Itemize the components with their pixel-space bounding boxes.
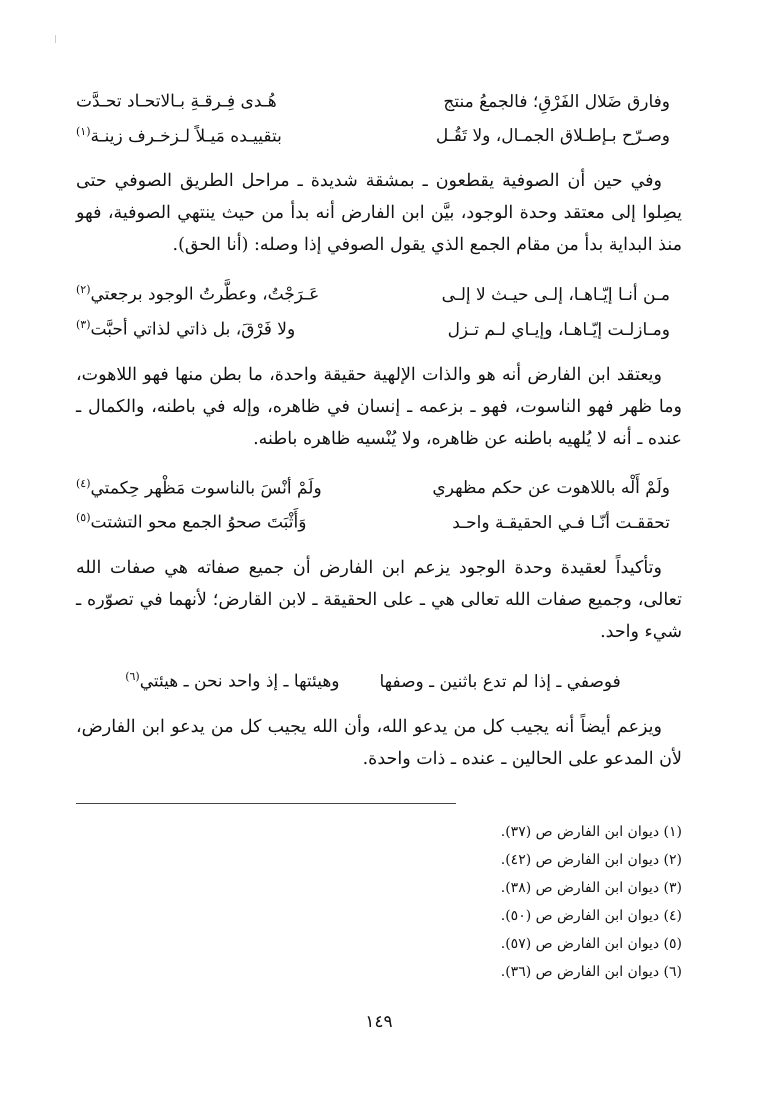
paragraph: وتأكيداً لعقيدة وحدة الوجود يزعم ابن الفارض أن جميع صفاته هي صفات الله تعالى، وجميع صفات الله تعالى هي ـ على الحقيقة ـ لابن القارض؛ لأنهما في تصوّره ـ شيء واحد. [76, 557, 682, 642]
verse-first-hemistich: وفارق ضَلال الفَرْقِ؛ فالجمعُ منتج [443, 91, 670, 112]
verse-line [76, 275, 682, 310]
footnote-marker: (٤) [76, 476, 91, 490]
verse-first-hemistich: ولَمْ أَلْه باللاهوت عن حكم مظهري [432, 478, 670, 499]
verse-block-3 [76, 469, 682, 538]
hemistich-text: ولا فَرْقَ، بل ذاتي لذاتي أحبَّت [90, 319, 296, 340]
footnote-marker: (٢) [76, 283, 91, 297]
verse-line [76, 662, 682, 697]
verse-first-hemistich: مـن أنـا إيّـاهـا، إلـى حيـث لا إلـى [441, 284, 670, 305]
hemistich-text: وهيئتها ـ إذ واحد نحن ـ هيئتي [139, 671, 340, 692]
verse-line [76, 117, 682, 152]
footnote: (٣) ديوان ابن الفارض ص (٣٨). [500, 880, 682, 896]
verse-second-hemistich [76, 310, 295, 345]
verse-block-4 [76, 662, 682, 697]
verse-first-hemistich: تحققـت أنّـا فـي الحقيقـة واحـد [452, 512, 670, 533]
verse-second-hemistich [125, 662, 339, 697]
footnote: (٥) ديوان ابن الفارض ص (٥٧). [500, 936, 682, 952]
paragraph: ويزعم أيضاً أنه يجيب كل من يدعو الله، وأن الله يجيب كل من يدعو ابن الفارض، لأن المدعو على الحالين ـ عنده ـ ذات واحدة. [76, 716, 682, 769]
margin-mark [55, 35, 56, 43]
footnote: (٤) ديوان ابن الفارض ص (٥٠). [500, 908, 682, 924]
verse-second-hemistich [76, 503, 306, 538]
footnote-separator [76, 803, 456, 804]
hemistich-text: عَـرَجْتُ، وعطَّرتُ الوجود برجعتي [90, 284, 320, 305]
hemistich-text: وَأَثْبَتَ صحوُ الجمع محو التشتت [90, 512, 307, 533]
paragraph: وفي حين أن الصوفية يقطعون ـ بمشقة شديدة ـ مراحل الطريق الصوفي حتى يصِلوا إلى معتقد وحدة الوجود، بيَّن ابن الفارض أنه بدأ من حيث ينتهي الصوفية، فهو منذ البداية بدأ من مقام الجمع الذي يقول الصوفي إذا وصله: (أنا الحق). [76, 171, 682, 256]
hemistich-text: هُـدى فِـرقـةِ بـالاتحـاد تحـدَّت [76, 91, 277, 112]
footnote: (١) ديوان ابن الفارض ص (٣٧). [500, 824, 682, 840]
footnote-marker: (١) [76, 124, 91, 138]
footnote: (٦) ديوان ابن الفارض ص (٣٦). [500, 964, 682, 980]
verse-second-hemistich [76, 275, 319, 310]
verse-second-hemistich [76, 117, 282, 152]
verse-line [76, 310, 682, 345]
verse-first-hemistich: وصـرّح بـإطـلاق الجمـال، ولا تَقُـل [435, 126, 670, 147]
footnotes [282, 818, 682, 986]
verse-second-hemistich [76, 82, 277, 117]
verse-line [76, 82, 682, 117]
verse-block-1 [76, 82, 682, 151]
verse-second-hemistich [76, 469, 322, 504]
verse-first-hemistich: فوصفي ـ إذا لم تدع باثنين ـ وصفها [379, 671, 621, 692]
verse-first-hemistich: ومـازلـت إيّـاهـا، وإيـاي لـم تـزل [447, 319, 670, 340]
hemistich-text: بتقييـده مَيـلاً لـزخـرف زينـة [90, 126, 282, 147]
footnote-marker: (٦) [125, 669, 140, 683]
hemistich-text: ولَمْ أنْسَ بالناسوت مَظْهر حِكمتي [90, 478, 322, 499]
verse-block-2 [76, 275, 682, 344]
footnote-marker: (٣) [76, 317, 91, 331]
footnote: (٢) ديوان ابن الفارض ص (٤٢). [500, 852, 682, 868]
verse-line [76, 469, 682, 504]
page-content [76, 78, 682, 789]
page-number: ١٤٩ [365, 1012, 393, 1032]
footnote-marker: (٥) [76, 511, 91, 525]
paragraph: ويعتقد ابن الفارض أنه هو والذات الإلهية حقيقة واحدة، ما بطن منها فهو اللاهوت، وما ظهر فهو الناسوت، فهو ـ بزعمه ـ إنسان في ظاهره، وإله في باطنه، والكمال ـ عنده ـ أنه لا يُلهيه باطنه عن ظاهره، ولا يُنْسيه ظاهره باطنه. [76, 364, 682, 449]
verse-line [76, 503, 682, 538]
